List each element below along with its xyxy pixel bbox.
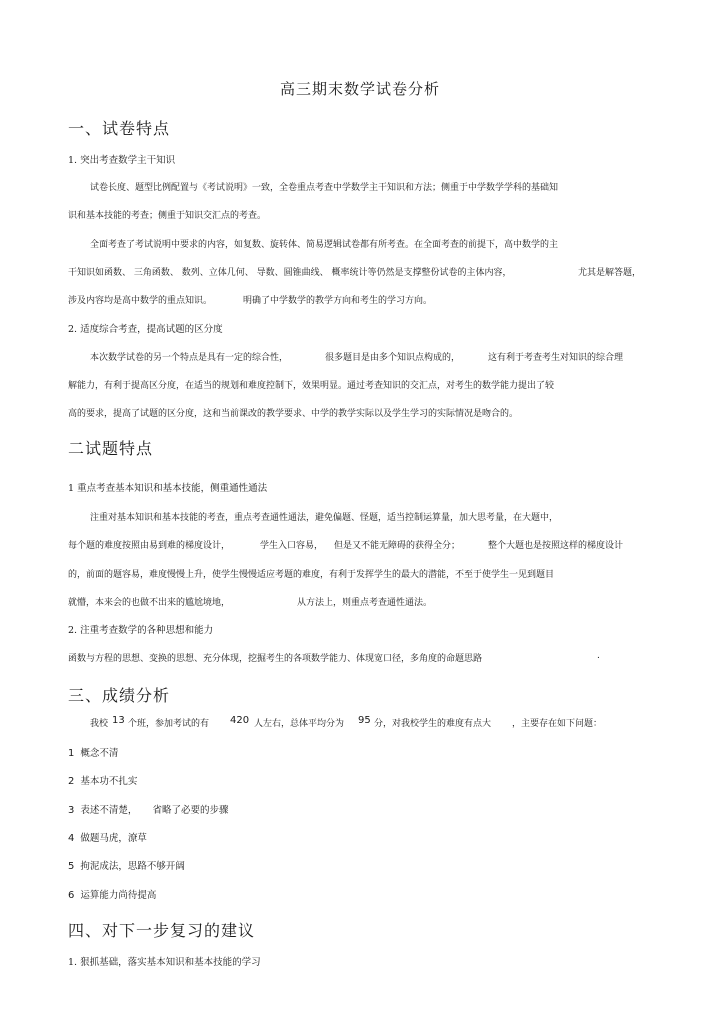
document-title: 高三期末数学试卷分析	[279, 80, 440, 98]
list-item: 2 基本功不扎实	[68, 776, 138, 787]
class-count: 13	[112, 715, 125, 726]
subheading-2-1: 1 重点考查基本知识和基本技能，侧重通性通法	[68, 483, 268, 494]
paragraph-line: 高的要求，提高了试题的区分度，这和当前课改的教学要求、中学的教学实际以及学生学习的实际情况是吻合的。	[68, 409, 519, 419]
paragraph-line: 整个大题也是按照这样的梯度设计	[488, 541, 624, 551]
paragraph-line: 这有利于考查考生对知识的综合理	[488, 353, 624, 363]
paragraph-line: 涉及内容均是高中数学的重点知识。	[68, 296, 213, 306]
paragraph-line: 从方法上，则重点考查通性通法。	[297, 598, 433, 608]
paragraph-line: 试卷长度、题型比例配置与《考试说明》一致，全卷重点考查中学数学主干知识和方法；侧重于中学数学学科的基础知	[90, 183, 559, 193]
section-heading-3: 三、成绩分析	[68, 686, 171, 705]
paragraph-line: 注重对基本知识和基本技能的考查，重点考查通性通法，避免偏题、怪题，适当控制运算量，加大思考量，在大题中，	[90, 513, 559, 523]
paragraph-line: 就懵，本来会的也做不出来的尴尬境地，	[68, 598, 231, 608]
list-item: 3 表述不清楚， 省略了必要的步骤	[68, 805, 229, 816]
paragraph-line: 函数与方程的思想、变换的思想、充分体现，挖掘考生的各项数学能力、体现宽口径，多角度的命题思路	[68, 654, 483, 664]
paragraph-line: 全面考查了考试说明中要求的内容，如复数、旋转体、简易逻辑试卷都有所考查。在全面考查的前提下，高中数学的主	[90, 240, 559, 250]
paragraph-line: 每个题的难度按照由易到难的梯度设计，	[68, 541, 231, 551]
paragraph-line: 我校	[90, 719, 109, 729]
subheading-4-1: 1. 狠抓基础，落实基本知识和基本技能的学习	[68, 957, 261, 968]
list-item: 1 概念不清	[68, 748, 119, 759]
list-item: 6 运算能力尚待提高	[68, 890, 157, 901]
paragraph-line: 尤其是解答题，	[578, 268, 642, 278]
paragraph-line: 识和基本技能的考查；侧重于知识交汇点的考查。	[68, 211, 267, 221]
paragraph-line: 明确了中学数学的教学方向和考生的学习方向。	[243, 296, 433, 306]
section-heading-2: 二试题特点	[68, 439, 154, 458]
subheading-1-2: 2. 适度综合考查，提高试题的区分度	[68, 324, 223, 335]
paragraph-line: 分，对我校学生的难度有点大	[374, 719, 492, 729]
paragraph-line: 个班，参加考试的有	[128, 719, 210, 729]
list-item: 5 拘泥成法，思路不够开阔	[68, 861, 185, 872]
subheading-2-2: 2. 注重考查数学的各种思想和能力	[68, 625, 214, 636]
list-item: 4 做题马虎，潦草	[68, 833, 147, 844]
paragraph-line: 人左右，总体平均分为	[254, 719, 345, 729]
paragraph-line: 本次数学试卷的另一个特点是具有一定的综合性，	[90, 353, 289, 363]
paragraph-line: .	[597, 651, 600, 661]
paragraph-line: 解能力，有利于提高区分度，在适当的规划和难度控制下，效果明显。通过考查知识的交汇点，对考生的数学能力提出了较	[68, 381, 555, 391]
paragraph-line: 很多题目是由多个知识点构成的，	[325, 353, 461, 363]
average-score: 95	[358, 715, 371, 726]
subheading-1-1: 1. 突出考查数学主干知识	[68, 155, 176, 166]
section-heading-4: 四、对下一步复习的建议	[68, 921, 256, 940]
paragraph-line: 学生入口容易，	[260, 541, 324, 551]
paragraph-line: ，主要存在如下问题：	[512, 719, 603, 729]
section-heading-1: 一、试卷特点	[68, 119, 171, 138]
paragraph-line: 干知识如函数、 三角函数、 数列、立体几何、 导数、圆锥曲线、 概率统计等仍然是支撑整份试卷的主体内容，	[68, 268, 512, 278]
paragraph-line: 的，前面的题容易，难度慢慢上升，使学生慢慢适应考题的难度，有利于发挥学生的最大的潜能，不至于使学生一见到题目	[68, 570, 555, 580]
student-count: 420	[230, 715, 250, 726]
paragraph-line: 但是又不能无障碍的获得全分；	[334, 541, 461, 551]
